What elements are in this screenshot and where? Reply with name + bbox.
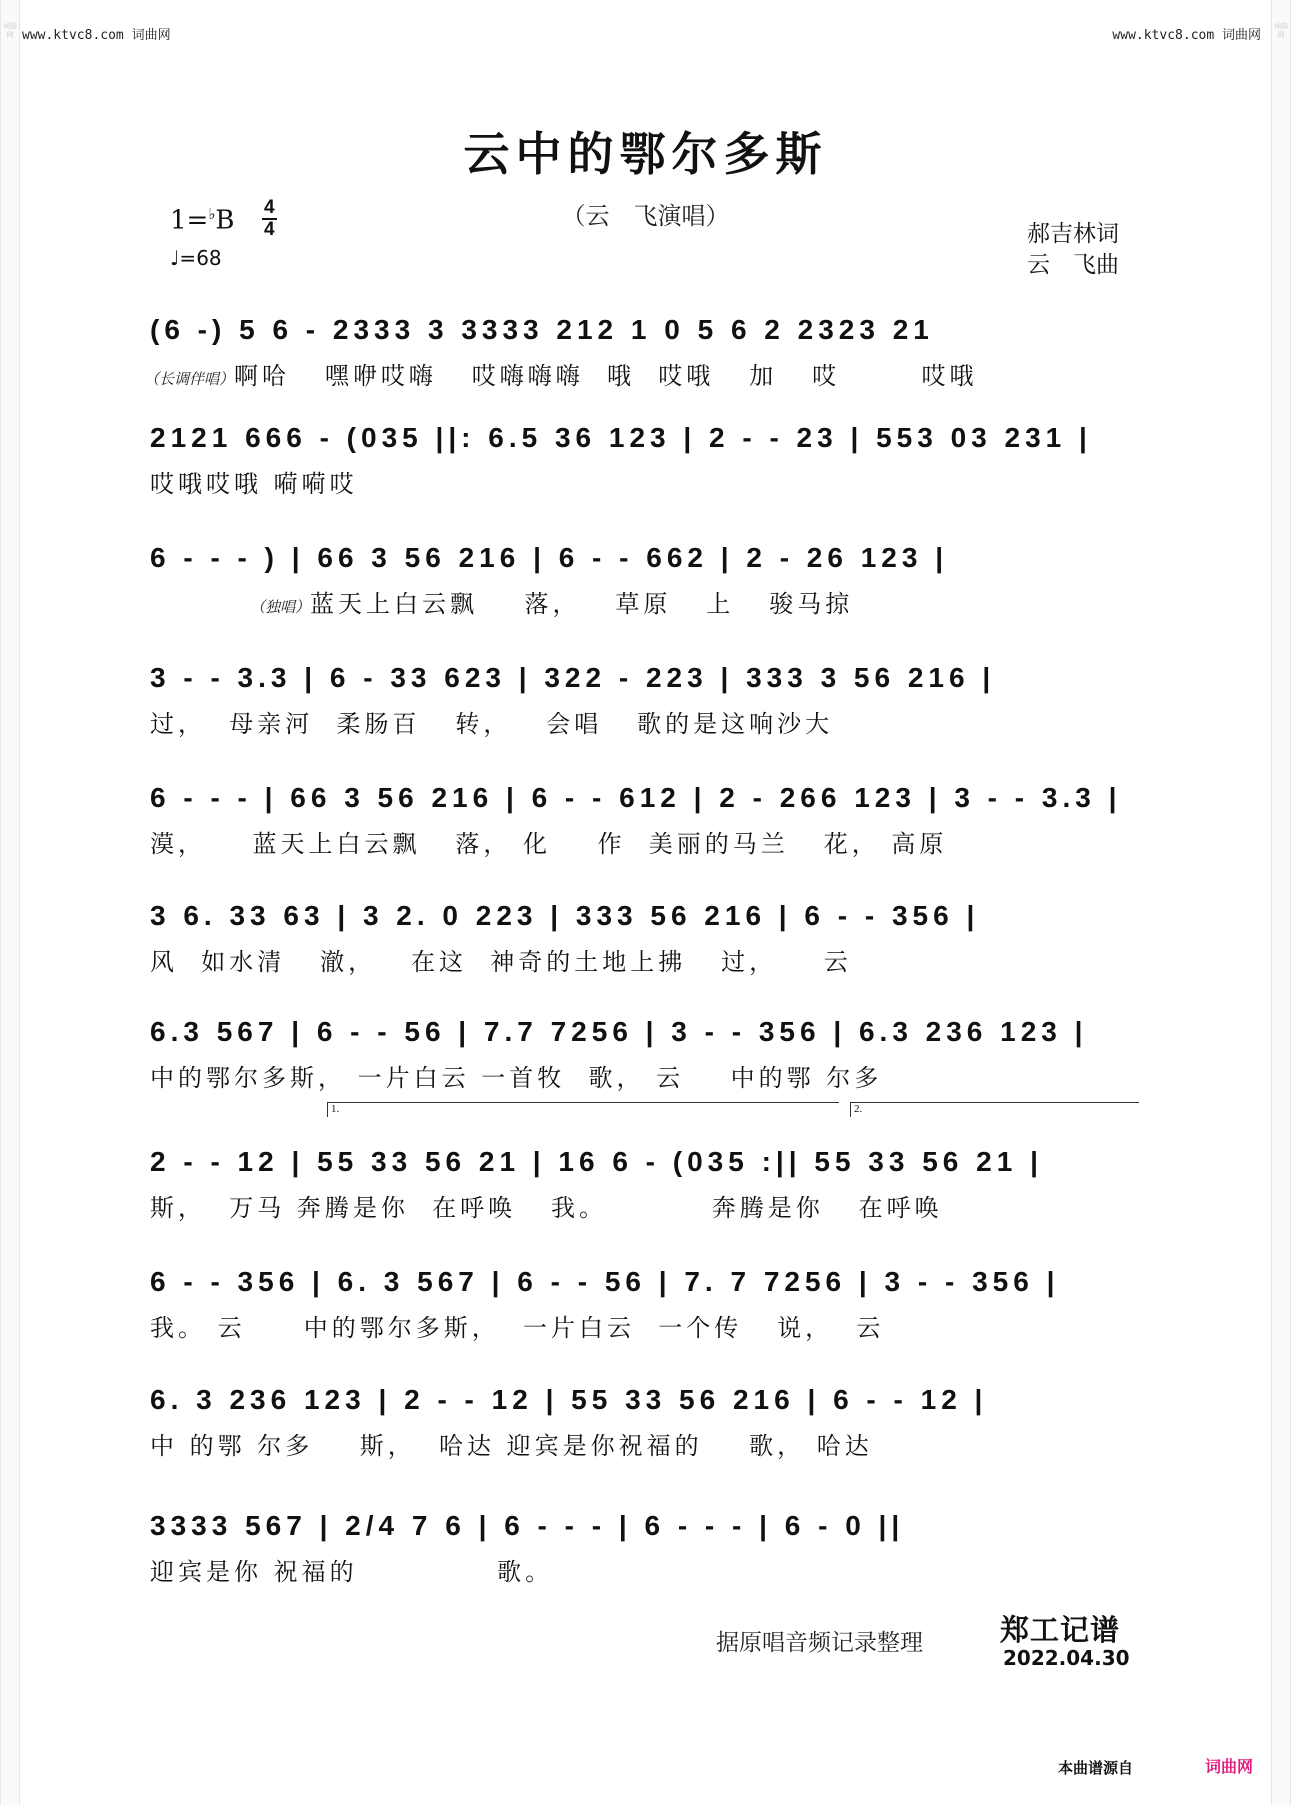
lyric-line: 斯， 万马 奔腾是你 在呼唤 我。 奔腾是你 在呼唤 bbox=[150, 1194, 943, 1222]
score-row-9 bbox=[150, 1264, 1140, 1342]
song-title: 云中的鄂尔多斯 bbox=[463, 127, 828, 181]
lyric-line: 中的鄂尔多斯， 一片白云 一首牧 歌， 云 中的鄂 尔多 bbox=[150, 1064, 883, 1092]
key-note: B bbox=[215, 205, 235, 236]
side-note: （独唱） bbox=[250, 598, 311, 616]
site-url-right[interactable]: www.ktvc8.com 词曲网 bbox=[1112, 28, 1261, 43]
source-brand-link[interactable]: 词曲网 bbox=[1205, 1757, 1254, 1776]
notation-line: 2121 666 - (035 ||: 6.5 36 123 | 2 - - 23 | 553 03 231 | bbox=[150, 422, 1092, 453]
time-bottom: 4 bbox=[264, 219, 275, 240]
lyric-line: 风 如水清 澈， 在这 神奇的土地上拂 过， 云 bbox=[150, 948, 852, 976]
transcription-note: 据原唱音频记录整理 bbox=[716, 1630, 923, 1656]
score-row-1 bbox=[144, 312, 1140, 390]
transcription-date: 2022.04.30 bbox=[1003, 1646, 1130, 1670]
transcriber-stamp: 郑工记谱 bbox=[1000, 1613, 1121, 1647]
notation-line: (6 -) 5 6 - 2333 3 3333 212 1 0 5 6 2 2323 21 bbox=[150, 314, 934, 345]
score-row-3 bbox=[150, 540, 1140, 618]
notation-line: 6. 3 236 123 | 2 - - 12 | 55 33 56 216 | 6 - - 12 | bbox=[150, 1384, 988, 1415]
volta-second-ending: 2. bbox=[850, 1102, 1139, 1117]
notation-line: 3333 567 | 2/4 7 6 | 6 - - - | 6 - - - | 6 - 0 || bbox=[150, 1510, 905, 1541]
lyric-text: 啊哈 嘿咿哎嗨 哎嗨嗨嗨 哦 哎哦 加 哎 哎哦 bbox=[234, 362, 978, 390]
notation-line: 3 6. 33 63 | 3 2. 0 223 | 333 56 216 | 6 - - 356 | bbox=[150, 900, 980, 931]
score-row-7 bbox=[150, 1014, 1140, 1092]
score-row-2 bbox=[150, 420, 1140, 498]
left-watermark-strip bbox=[0, 0, 20, 1805]
score-row-11 bbox=[150, 1508, 1140, 1586]
lyric-text: 蓝天上白云飘 落， 草原 上 骏马掠 bbox=[310, 590, 854, 618]
key-label: 1= bbox=[170, 205, 209, 236]
source-label: 本曲谱源自 bbox=[1058, 1759, 1134, 1777]
site-url-left[interactable]: www.ktvc8.com 词曲网 bbox=[22, 28, 171, 43]
tempo-mark: ♩=68 bbox=[170, 246, 222, 270]
lyricist-credit: 郝吉林词 bbox=[1027, 221, 1119, 247]
lyric-line bbox=[144, 356, 977, 391]
singer-credit: （云 飞演唱） bbox=[561, 202, 730, 230]
notation-line: 6 - - - ) | 66 3 56 216 | 6 - - 662 | 2 - 26 123 | bbox=[150, 542, 949, 573]
lyric-line: 中 的鄂 尔多 斯， 哈达 迎宾是你祝福的 歌， 哈达 bbox=[150, 1432, 873, 1460]
notation-line: 3 - - 3.3 | 6 - 33 623 | 322 - 223 | 333 3 56 216 | bbox=[150, 662, 996, 693]
watermark-text: 词曲网 bbox=[3, 22, 17, 39]
lyric-line: 过， 母亲河 柔肠百 转， 会唱 歌的是这响沙大 bbox=[150, 710, 834, 738]
notation-line: 6 - - - | 66 3 56 216 | 6 - - 612 | 2 - 266 123 | 3 - - 3.3 | bbox=[150, 782, 1122, 813]
watermark-text: 词曲网 bbox=[1274, 22, 1288, 39]
volta-first-ending: 1. bbox=[327, 1102, 839, 1117]
composer-credit: 云 飞曲 bbox=[1027, 252, 1119, 278]
notation-line: 6 - - 356 | 6. 3 567 | 6 - - 56 | 7. 7 7256 | 3 - - 356 | bbox=[150, 1266, 1060, 1297]
key-signature bbox=[170, 205, 235, 236]
time-signature bbox=[262, 198, 277, 240]
lyric-line: 迎宾是你 祝福的 歌。 bbox=[150, 1558, 554, 1586]
flat-sign: ♭ bbox=[208, 205, 216, 223]
score-row-5 bbox=[150, 780, 1140, 858]
lyric-line: 漠， 蓝天上白云飘 落， 化 作 美丽的马兰 花， 高原 bbox=[150, 830, 948, 858]
right-watermark-strip bbox=[1271, 0, 1291, 1805]
lyric-line: 哎哦哎哦 嗬嗬哎 bbox=[150, 470, 358, 498]
notation-line: 2 - - 12 | 55 33 56 21 | 16 6 - (035 :|| 55 33 56 21 | bbox=[150, 1146, 1043, 1177]
lyric-line: 我。 云 中的鄂尔多斯， 一片白云 一个传 说， 云 bbox=[150, 1314, 885, 1342]
side-note: （长调伴唱） bbox=[144, 370, 235, 388]
score-row-8 bbox=[150, 1144, 1140, 1222]
score-row-6 bbox=[150, 898, 1140, 976]
notation-line: 6.3 567 | 6 - - 56 | 7.7 7256 | 3 - - 356 | 6.3 236 123 | bbox=[150, 1016, 1088, 1047]
score-row-4 bbox=[150, 660, 1140, 738]
score-row-10 bbox=[150, 1382, 1140, 1460]
lyric-line bbox=[250, 584, 853, 619]
time-top: 4 bbox=[264, 197, 275, 218]
